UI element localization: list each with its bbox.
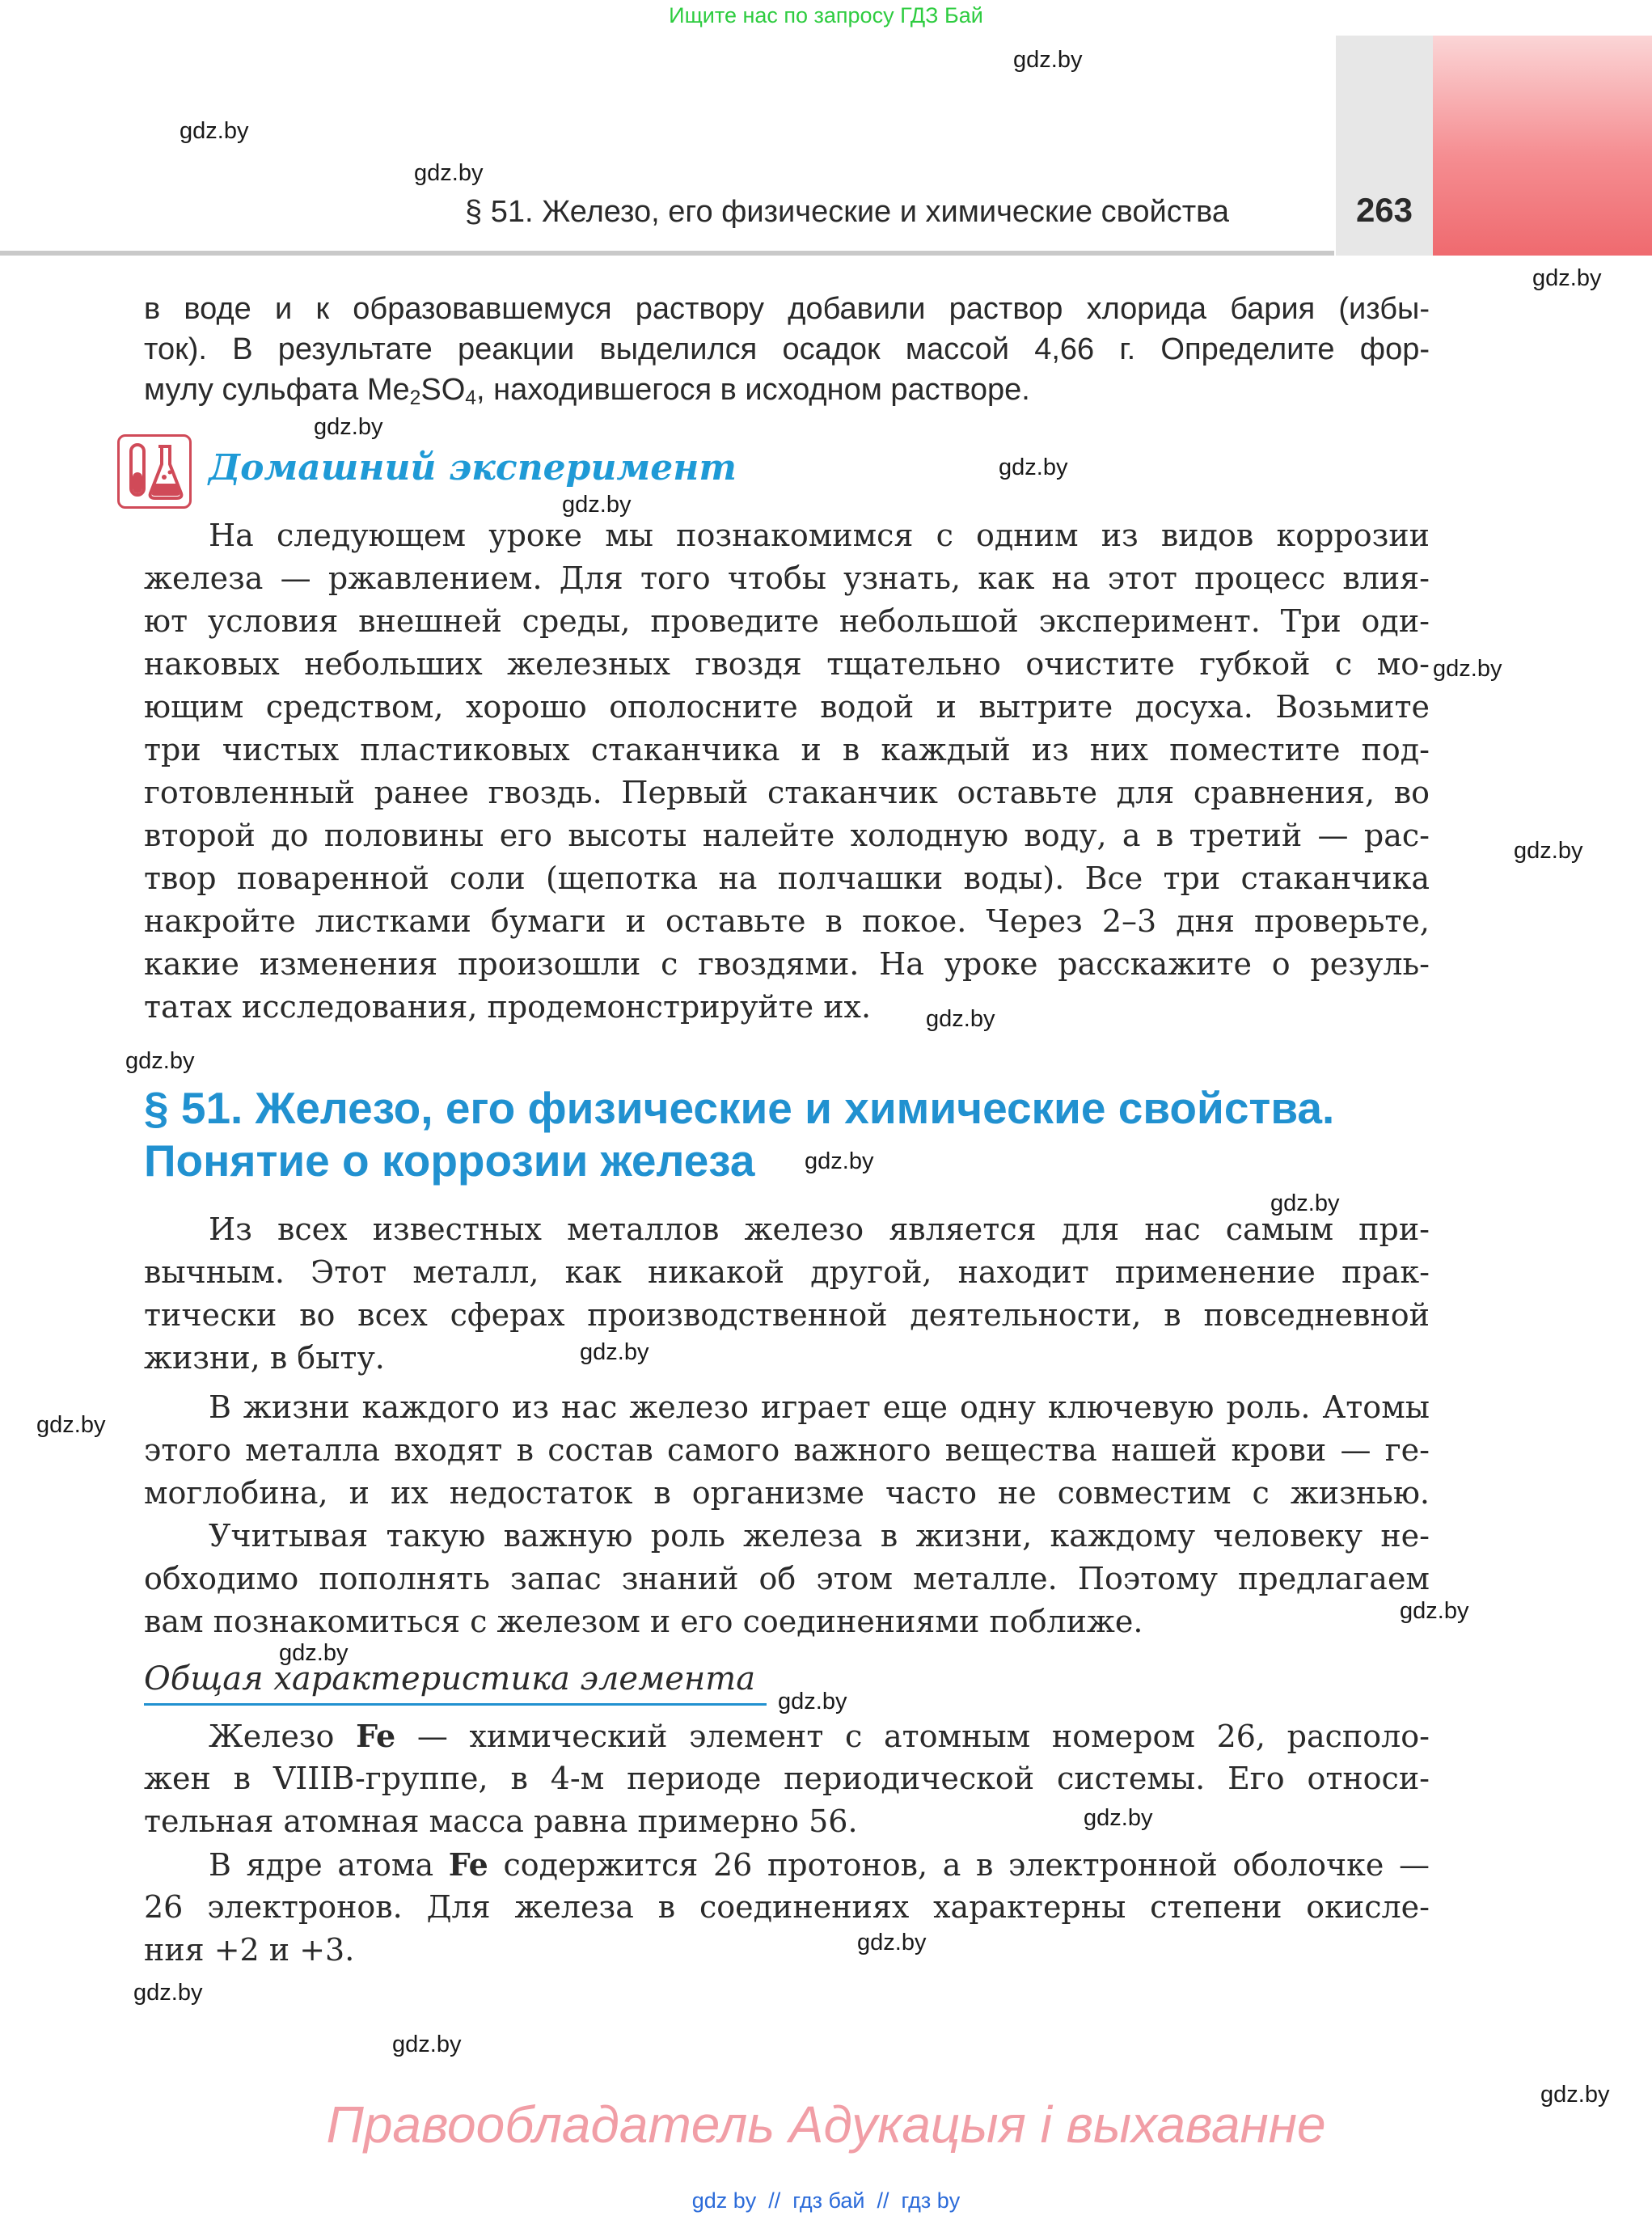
text-line: обходимо пополнять запас знаний об этом металле. Поэтому предлагаем bbox=[144, 1561, 1430, 1596]
text-line: Из всех известных металлов железо является для нас самым при- bbox=[209, 1211, 1430, 1247]
task-line: мулу сульфата $Me_2SO_4$, находившегося в исходном растворе. bbox=[144, 373, 1030, 410]
watermark: gdz.by bbox=[125, 1048, 195, 1074]
text-line: вам познакомиться с железом и его соединениями поближе. bbox=[144, 1604, 1143, 1639]
text-line: накройте листками бумаги и оставьте в покое. Через 2–3 дня проверьте, bbox=[144, 903, 1430, 939]
section-title: Понятие о коррозии железа bbox=[144, 1135, 755, 1186]
text-line: три чистых пластиковых стаканчика и в каждый из них поместите под- bbox=[144, 732, 1430, 767]
watermark: gdz.by bbox=[279, 1640, 349, 1666]
text-line: тически во всех сферах производственной деятельности, в повседневной bbox=[144, 1297, 1430, 1333]
task-line: ток). В результате реакции выделился осадок массой 4,66 г. Определите фор- bbox=[144, 332, 1430, 366]
section-title: § 51. Железо, его физические и химические свойства. bbox=[144, 1083, 1335, 1133]
watermark: gdz.by bbox=[314, 414, 383, 440]
watermark: gdz.by bbox=[1270, 1190, 1340, 1216]
text-line: 26 электронов. Для железа в соединениях характерны степени окисле- bbox=[144, 1889, 1430, 1925]
lab-flask-icon bbox=[117, 434, 192, 509]
text-line: Железо Fe — химический элемент с атомным номером 26, располо- bbox=[209, 1718, 1430, 1754]
text-line: жен в VIIIB-группе, в 4-м периоде периодической системы. Его относи- bbox=[144, 1761, 1430, 1796]
text-line: На следующем уроке мы познакомимся с одним из видов коррозии bbox=[209, 518, 1430, 553]
watermark: gdz.by bbox=[1514, 838, 1583, 864]
watermark: gdz.by bbox=[1540, 2082, 1610, 2108]
copyright-notice: Правообладатель Адукацыя і выхаванне bbox=[326, 2095, 1326, 2154]
text-line: твор поваренной соли (щепотка на полчашки воды). Все три стаканчика bbox=[144, 860, 1430, 896]
watermark: gdz.by bbox=[414, 160, 484, 186]
watermark: gdz.by bbox=[857, 1930, 927, 1956]
watermark: gdz.by bbox=[133, 1980, 203, 2006]
text-line: второй до половины его высоты налейте холодную воду, а в третий — рас- bbox=[144, 818, 1430, 853]
footer-links[interactable]: gdz by // гдз бай // гдз by bbox=[691, 2188, 961, 2213]
text-line: вычным. Этот металл, как никакой другой, находит применение прак- bbox=[144, 1254, 1430, 1290]
watermark: gdz.by bbox=[36, 1412, 106, 1438]
watermark: gdz.by bbox=[778, 1689, 847, 1715]
task-line: в воде и к образовавшемуся раствору добавили раствор хлорида бария (избы- bbox=[144, 292, 1430, 326]
watermark: gdz.by bbox=[1400, 1598, 1469, 1624]
text-line: ния +2 и +3. bbox=[144, 1932, 355, 1968]
watermark: gdz.by bbox=[926, 1006, 995, 1032]
running-head: § 51. Железо, его физические и химические свойства bbox=[465, 195, 1230, 229]
text-line: жизни, в быту. bbox=[144, 1340, 385, 1376]
subsection-heading: Общая характеристика элемента bbox=[144, 1660, 756, 1698]
header-rule bbox=[0, 251, 1334, 256]
watermark: gdz.by bbox=[1433, 656, 1502, 682]
text-line: В ядре атома Fe содержится 26 протонов, а в электронной оболочке — bbox=[209, 1846, 1430, 1883]
text-line: готовленный ранее гвоздь. Первый стаканчик оставьте для сравнения, во bbox=[144, 775, 1430, 810]
watermark: gdz.by bbox=[580, 1339, 649, 1365]
watermark: gdz.by bbox=[562, 492, 632, 518]
text-line: железа — ржавлением. Для того чтобы узнать, как на этот процесс влия- bbox=[144, 560, 1430, 596]
text-line: ющим средством, хорошо ополосните водой и вытрите досуха. Возьмите bbox=[144, 689, 1430, 725]
watermark: gdz.by bbox=[999, 455, 1068, 480]
watermark: gdz.by bbox=[1013, 47, 1083, 73]
home-experiment-title: Домашний эксперимент bbox=[209, 447, 737, 488]
watermark: gdz.by bbox=[180, 118, 249, 144]
page-edge-tab bbox=[1433, 36, 1652, 256]
page-number: 263 bbox=[1355, 191, 1413, 229]
text-line: какие изменения произошли с гвоздями. На уроке расскажите о резуль- bbox=[144, 946, 1430, 982]
watermark: gdz.by bbox=[1084, 1805, 1153, 1831]
text-line: В жизни каждого из нас железо играет еще одну ключевую роль. Атомы bbox=[209, 1389, 1430, 1425]
text-line: наковых небольших железных гвоздя тщательно очистите губкой с мо- bbox=[144, 646, 1430, 682]
text-line: моглобина, и их недостаток в организме часто не совместим с жизнью. bbox=[144, 1475, 1430, 1511]
watermark: gdz.by bbox=[805, 1148, 874, 1174]
text-line: татах исследования, продемонстрируйте их. bbox=[144, 989, 872, 1025]
subsection-rule bbox=[144, 1703, 767, 1706]
top-banner: Ищите нас по запросу ГДЗ Бай bbox=[669, 3, 983, 27]
text-line: тельная атомная масса равна примерно 56. bbox=[144, 1803, 858, 1839]
watermark: gdz.by bbox=[1532, 265, 1602, 291]
text-line: Учитывая такую важную роль железа в жизни, каждому человеку не- bbox=[209, 1518, 1430, 1554]
watermark: gdz.by bbox=[392, 2032, 462, 2057]
text-line: ют условия внешней среды, проведите небольшой эксперимент. Три оди- bbox=[144, 603, 1430, 639]
text-line: этого металла входят в состав самого важного вещества нашей крови — ге- bbox=[144, 1432, 1430, 1468]
